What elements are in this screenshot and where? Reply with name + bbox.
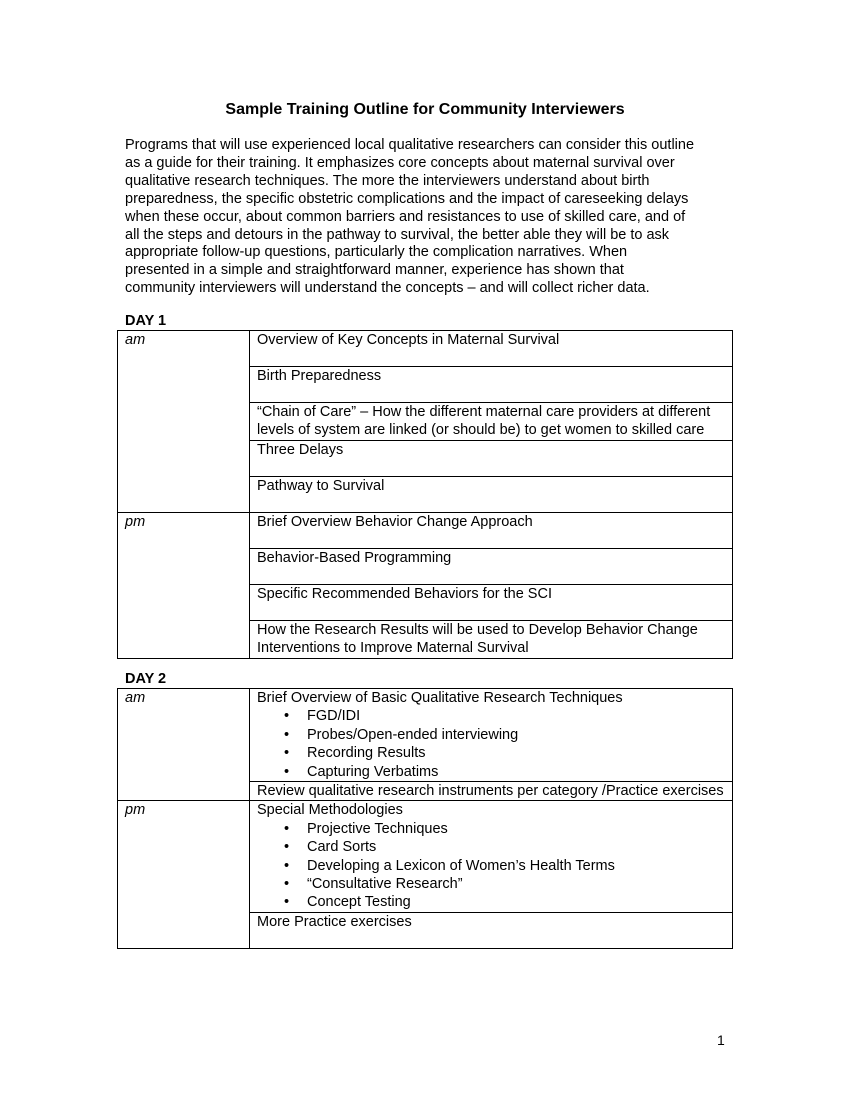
topic-cell: Pathway to Survival [250,476,733,512]
bullet-item: • Recording Results [257,744,728,762]
day1-label: DAY 1 [125,313,167,329]
topic-cell: Behavior-Based Programming [250,548,733,584]
table-row [118,801,733,912]
period-cell-pm: pm [118,801,250,948]
topic-cell: Review qualitative research instruments per category /Practice exercises [250,782,733,801]
topic-cell: Specific Recommended Behaviors for the SCI [250,584,733,620]
bullet-list [257,707,728,781]
period-cell-am: am [118,331,250,513]
topic-cell: Overview of Key Concepts in Maternal Survival [250,331,733,367]
day2-label: DAY 2 [125,671,167,687]
bullet-item: • FGD/IDI [257,707,728,725]
topic-cell: Brief Overview Behavior Change Approach [250,512,733,548]
topic-cell: Birth Preparedness [250,367,733,403]
bullet-item: • Projective Techniques [257,820,728,838]
bullet-item: • Capturing Verbatims [257,763,728,781]
intro-line: qualitative research techniques. The more the interviewers understand about birth [125,172,650,189]
intro-line: presented in a simple and straightforward manner, experience has shown that [125,262,624,279]
table-row [118,689,733,782]
page-number: 1 [717,1032,725,1048]
topic-cell [250,801,733,912]
intro-line: when these occur, about common barriers and resistances to use of skilled care, and of [125,208,686,225]
intro-paragraph [125,137,735,298]
bullet-item: • Concept Testing [257,893,728,911]
intro-line: community interviewers will understand the concepts – and will collect richer data. [125,280,650,297]
intro-line: Programs that will use experienced local qualitative researchers can consider this outline [125,137,695,153]
bullet-list [257,820,728,912]
intro-line: all the steps and detours in the pathway to survival, the better able they will be to ask [125,226,670,243]
bullet-item: • Developing a Lexicon of Women’s Health Terms [257,857,728,875]
day2-schedule-table [117,688,733,949]
intro-line: as a guide for their training. It emphasizes core concepts about maternal survival over [125,154,675,171]
topic-cell [250,689,733,782]
topic-heading: Brief Overview of Basic Qualitative Research Techniques [257,690,623,706]
document-title: Sample Training Outline for Community Interviewers [225,101,625,118]
bullet-item: • Probes/Open-ended interviewing [257,726,728,744]
topic-cell: Three Delays [250,440,733,476]
bullet-item: • Card Sorts [257,838,728,856]
topic-cell: More Practice exercises [250,912,733,948]
day1-schedule-table [117,330,733,659]
topic-heading: Special Methodologies [257,802,403,819]
period-cell-am: am [118,689,250,801]
topic-cell: “Chain of Care” – How the different maternal care providers at different levels of system are linked (or should be) to get women to skilled care [250,403,733,441]
topic-cell: How the Research Results will be used to Develop Behavior Change Interventions to Improve Maternal Survival [250,620,733,658]
intro-line: appropriate follow-up questions, particularly the complication narratives. When [125,244,628,261]
table-row [118,512,733,548]
period-cell-pm: pm [118,512,250,658]
bullet-item: • “Consultative Research” [257,875,728,893]
intro-line: preparedness, the specific obstetric complications and the impact of careseeking delays [125,190,689,207]
table-row [118,331,733,367]
